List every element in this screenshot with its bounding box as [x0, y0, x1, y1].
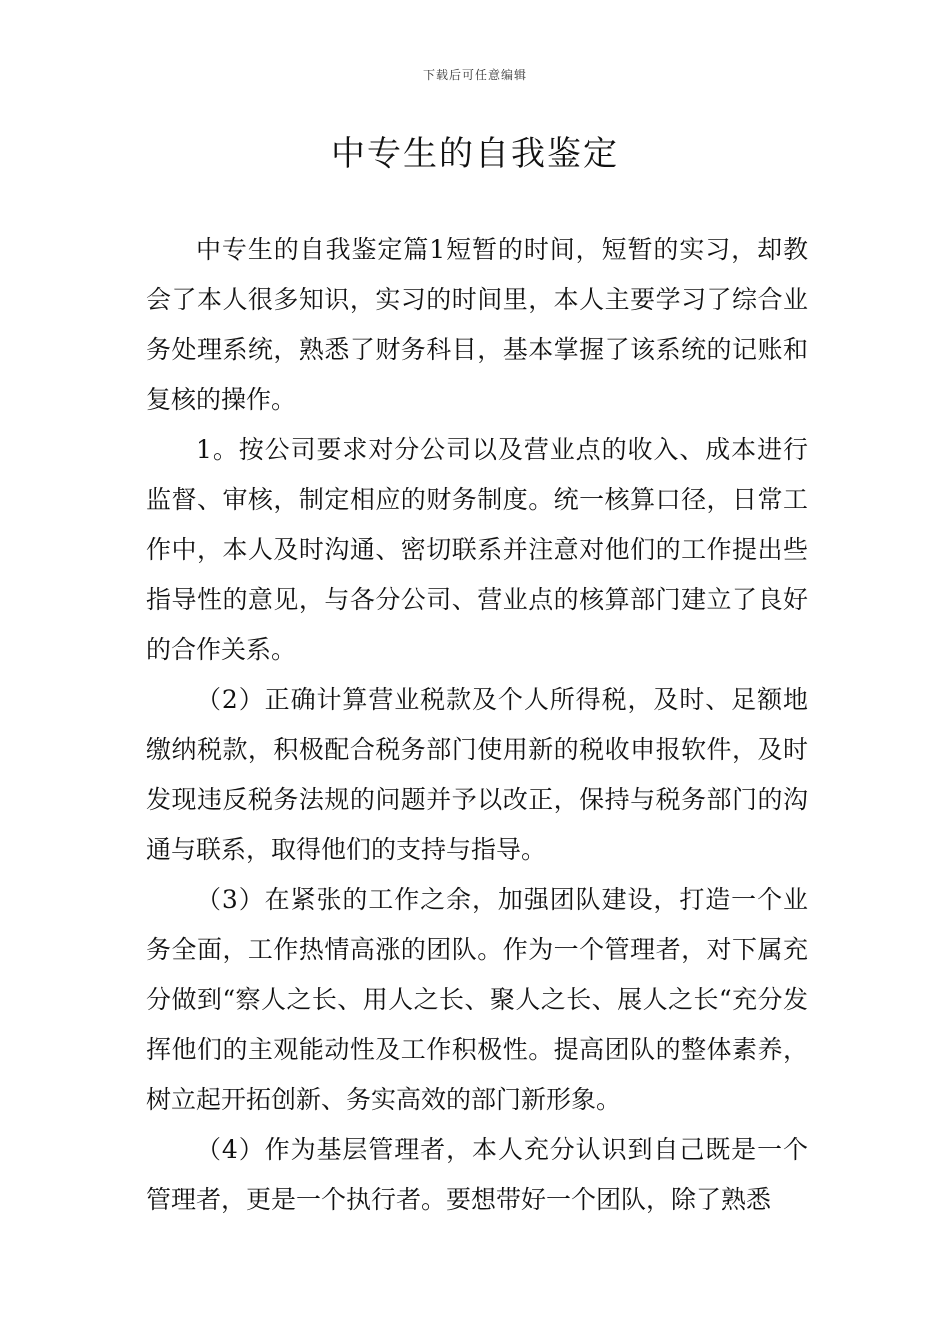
paragraph-item-2: （2）正确计算营业税款及个人所得税，及时、足额地缴纳税款，积极配合税务部门使用新的税收申报软件，及时发现违反税务法规的问题并予以改正，保持与税务部门的沟通与联系，取得他们的支持与指导。 [146, 685, 808, 864]
document-title: 中专生的自我鉴定 [331, 134, 619, 174]
paragraph-item-1: 1。按公司要求对分公司以及营业点的收入、成本进行监督、审核，制定相应的财务制度。统一核算口径，日常工作中，本人及时沟通、密切联系并注意对他们的工作提出些指导性的意见，与各分公司、营业点的核算部门建立了良好的合作关系。 [146, 435, 808, 664]
header-note: 下载后可任意编辑 [422, 68, 527, 82]
document-body [146, 225, 808, 1225]
paragraph-item-3: （3）在紧张的工作之余，加强团队建设，打造一个业务全面，工作热情高涨的团队。作为一个管理者，对下属充分做到“察人之长、用人之长、聚人之长、展人之长“充分发挥他们的主观能动性及工作积极性。提高团队的整体素养，树立起开拓创新、务实高效的部门新形象。 [146, 885, 808, 1114]
paragraph-intro: 中专生的自我鉴定篇1短暂的时间，短暂的实习，却教会了本人很多知识，实习的时间里，本人主要学习了综合业务处理系统，熟悉了财务科目，基本掌握了该系统的记账和复核的操作。 [146, 235, 808, 414]
paragraph-item-4: （4）作为基层管理者，本人充分认识到自己既是一个管理者，更是一个执行者。要想带好一个团队，除了熟悉 [146, 1135, 808, 1214]
